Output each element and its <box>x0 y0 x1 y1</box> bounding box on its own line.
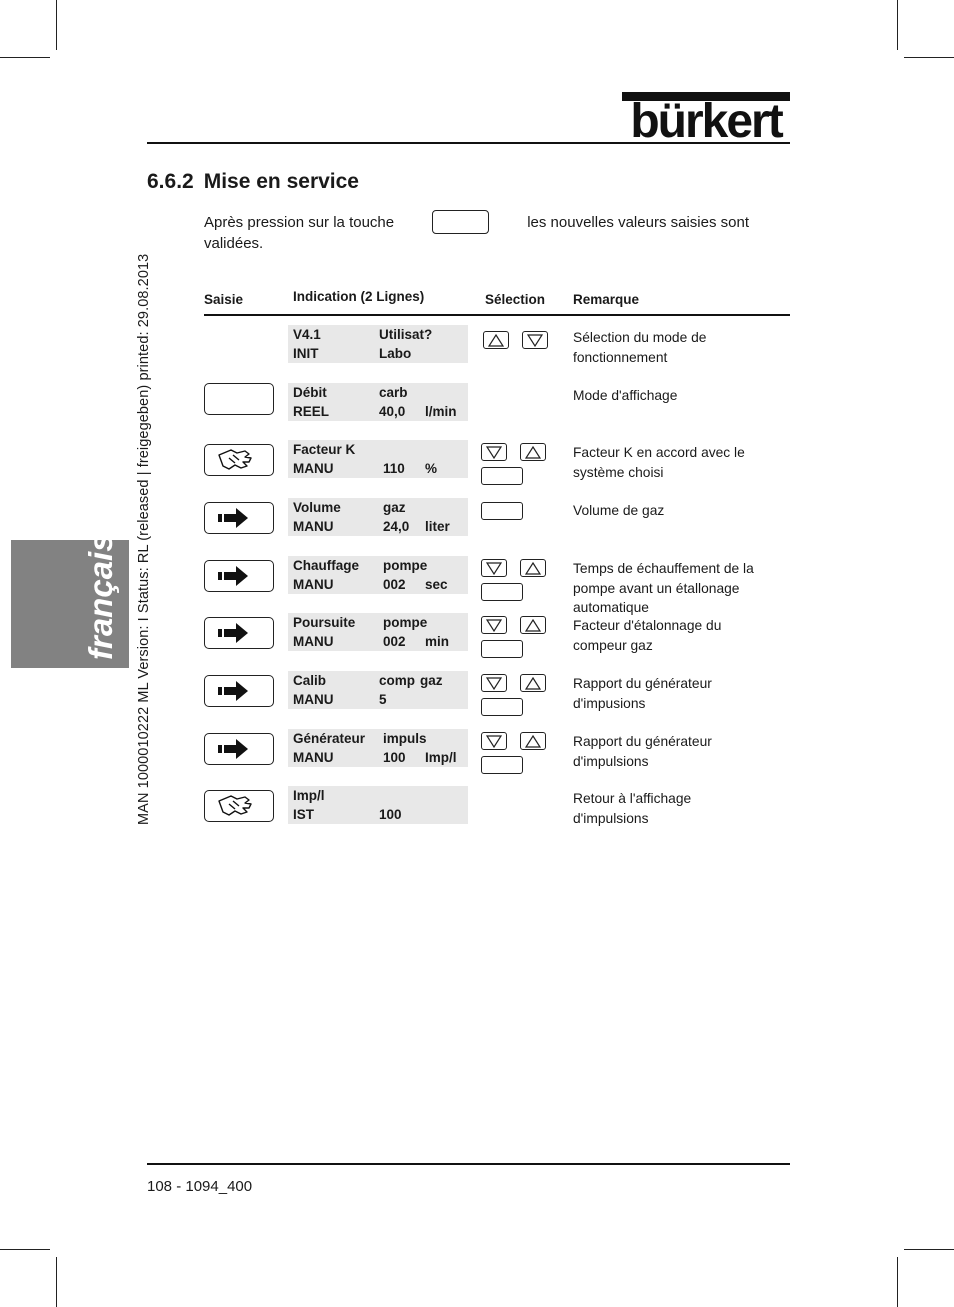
display-label: Facteur K <box>293 442 356 457</box>
arrow-right-icon <box>205 503 273 533</box>
arrow-key-button[interactable] <box>204 733 274 765</box>
display-panel <box>288 786 468 824</box>
crop-mark <box>0 1249 50 1250</box>
display-label: Débit <box>293 385 327 400</box>
display-line <box>293 692 468 711</box>
display-line <box>293 577 468 596</box>
display-label: Poursuite <box>293 615 356 630</box>
enter-button[interactable] <box>481 583 523 601</box>
display-value: 100 <box>379 807 402 822</box>
display-label: Générateur <box>293 731 366 746</box>
intro-paragraph <box>204 210 749 253</box>
up-button[interactable] <box>520 674 546 692</box>
arrow-right-icon <box>205 734 273 764</box>
display-label: Volume <box>293 500 341 515</box>
footer-rule <box>147 1163 790 1165</box>
display-value: gaz <box>383 500 406 515</box>
up-button[interactable] <box>520 559 546 577</box>
display-label: MANU <box>293 577 334 592</box>
remark-line: pompe avant un étallonage <box>573 580 740 596</box>
remark-text <box>573 328 783 367</box>
remark-line: Rapport du générateur <box>573 676 712 691</box>
remark-text <box>573 674 783 713</box>
arrow-key-button[interactable] <box>204 675 274 707</box>
arrow-right-icon <box>205 618 273 648</box>
up-button[interactable] <box>520 443 546 461</box>
display-unit: liter <box>425 519 450 534</box>
display-panel <box>288 498 468 536</box>
hand-icon <box>205 791 273 821</box>
remark-line: Facteur K en accord avec le <box>573 445 745 460</box>
crop-mark <box>904 1249 954 1250</box>
display-label: Imp/l <box>293 788 325 803</box>
display-unit: Imp/l <box>425 750 457 765</box>
display-line <box>293 673 468 692</box>
hand-key-button[interactable] <box>204 444 274 476</box>
display-value: impuls <box>383 731 427 746</box>
header-rule <box>147 142 790 144</box>
arrow-right-icon <box>205 561 273 591</box>
arrow-key-button[interactable] <box>204 560 274 592</box>
display-value: Utilisat? <box>379 327 433 342</box>
display-label: MANU <box>293 692 334 707</box>
display-line <box>293 500 468 519</box>
page-footer: 108 - 1094_400 <box>147 1178 253 1195</box>
remark-text <box>573 386 783 406</box>
enter-button[interactable] <box>481 467 523 485</box>
display-unit: min <box>425 634 450 649</box>
intro-text-before: Après pression sur la touche <box>204 213 395 231</box>
crop-mark <box>0 57 50 58</box>
display-panel <box>288 729 468 767</box>
display-line <box>293 731 468 750</box>
remark-line: Volume de gaz <box>573 503 665 518</box>
display-value: pompe <box>383 558 428 573</box>
display-panel <box>288 440 468 478</box>
remark-text <box>573 732 783 771</box>
enter-key-button[interactable] <box>204 383 274 415</box>
remark-line: Mode d'affichage <box>573 388 678 403</box>
intro-text-after: les nouvelles valeurs saisies sont <box>527 213 749 231</box>
display-label: MANU <box>293 461 334 476</box>
enter-key-symbol <box>432 210 489 234</box>
down-button[interactable] <box>522 331 548 349</box>
display-value: 002 <box>383 577 406 592</box>
up-button[interactable] <box>483 331 509 349</box>
svg-text:bürkert: bürkert <box>630 95 782 142</box>
section-title: Mise en service <box>203 170 359 193</box>
crop-mark <box>56 1257 57 1307</box>
remark-line: système choisi <box>573 464 664 480</box>
remark-text <box>573 616 783 655</box>
header-saisie: Saisie <box>204 292 244 307</box>
display-value: comp <box>379 673 416 688</box>
burkert-logo <box>620 86 792 142</box>
display-label: MANU <box>293 634 334 649</box>
up-button[interactable] <box>520 732 546 750</box>
display-label: MANU <box>293 750 334 765</box>
document-metadata: MAN 1000010222 ML Version: I Status: RL (released | freigegeben) printed: 29.08.2013 <box>136 253 152 825</box>
arrow-right-icon <box>205 676 273 706</box>
display-label: Calib <box>293 673 327 688</box>
display-line <box>293 346 468 365</box>
display-unit: sec <box>425 577 448 592</box>
arrow-key-button[interactable] <box>204 502 274 534</box>
section-number: 6.6.2 <box>147 170 194 193</box>
remark-line: automatique <box>573 600 649 615</box>
enter-button[interactable] <box>481 756 523 774</box>
display-panel <box>288 556 468 594</box>
remark-line: compeur gaz <box>573 637 653 653</box>
arrow-key-button[interactable] <box>204 617 274 649</box>
hand-icon <box>205 445 273 475</box>
section-heading <box>147 170 359 194</box>
remark-line: d'impulsions <box>573 753 649 769</box>
remark-line: Facteur d'étalonnage du <box>573 618 722 633</box>
display-line <box>293 807 468 826</box>
down-button[interactable] <box>481 674 507 692</box>
display-line <box>293 615 468 634</box>
header-remarque: Remarque <box>573 292 640 307</box>
header-selection: Sélection <box>485 292 546 307</box>
display-value: 110 <box>383 461 405 476</box>
remark-text <box>573 559 783 618</box>
display-line <box>293 788 468 807</box>
remark-line: d'impusions <box>573 695 646 711</box>
display-line <box>293 558 468 577</box>
display-unit: l/min <box>425 404 457 419</box>
remark-line: Rapport du générateur <box>573 734 712 749</box>
display-line <box>293 750 468 769</box>
down-button[interactable] <box>481 616 507 634</box>
display-value: carb <box>379 385 408 400</box>
display-line <box>293 634 468 653</box>
down-button[interactable] <box>481 732 507 750</box>
display-value: 24,0 <box>383 519 410 534</box>
display-panel <box>288 613 468 651</box>
down-button[interactable] <box>481 443 507 461</box>
down-button[interactable] <box>481 559 507 577</box>
display-value: pompe <box>383 615 428 630</box>
crop-mark <box>897 0 898 50</box>
display-line <box>293 519 468 538</box>
display-value: 5 <box>379 692 387 707</box>
display-panel <box>288 671 468 709</box>
display-label: MANU <box>293 519 334 534</box>
display-value: Labo <box>379 346 412 361</box>
enter-button[interactable] <box>481 640 523 658</box>
display-label: Chauffage <box>293 558 360 573</box>
remark-line: Sélection du mode de <box>573 330 707 345</box>
remark-text <box>573 501 783 521</box>
display-label: IST <box>293 807 315 822</box>
display-value: 100 <box>383 750 406 765</box>
remark-line: fonctionnement <box>573 349 668 365</box>
remark-text <box>573 789 783 828</box>
display-line <box>293 327 468 346</box>
display-line <box>293 442 468 461</box>
intro-text-line2: validées. <box>204 235 264 252</box>
crop-mark <box>56 0 57 50</box>
display-label: INIT <box>293 346 319 361</box>
crop-mark <box>897 1257 898 1307</box>
display-value: 40,0 <box>379 404 406 419</box>
display-panel <box>288 383 468 421</box>
enter-button[interactable] <box>481 502 523 520</box>
remark-text <box>573 443 783 482</box>
hand-key-button[interactable] <box>204 790 274 822</box>
table-header-rule <box>204 314 790 316</box>
crop-mark <box>904 57 954 58</box>
language-tab-label: français <box>82 533 119 660</box>
remark-line: Temps de échauffement de la <box>573 561 754 576</box>
header-indication: Indication (2 Lignes) <box>293 289 425 304</box>
display-label: V4.1 <box>293 327 321 342</box>
remark-line: d'impulsions <box>573 810 649 826</box>
display-line <box>293 385 468 404</box>
remark-line: Retour à l'affichage <box>573 791 692 806</box>
up-button[interactable] <box>520 616 546 634</box>
display-unit: % <box>425 461 438 476</box>
enter-button[interactable] <box>481 698 523 716</box>
display-value: 002 <box>383 634 406 649</box>
display-panel <box>288 325 468 363</box>
display-line <box>293 461 468 480</box>
display-line <box>293 404 468 423</box>
display-label: REEL <box>293 404 330 419</box>
display-unit: gaz <box>420 673 443 688</box>
